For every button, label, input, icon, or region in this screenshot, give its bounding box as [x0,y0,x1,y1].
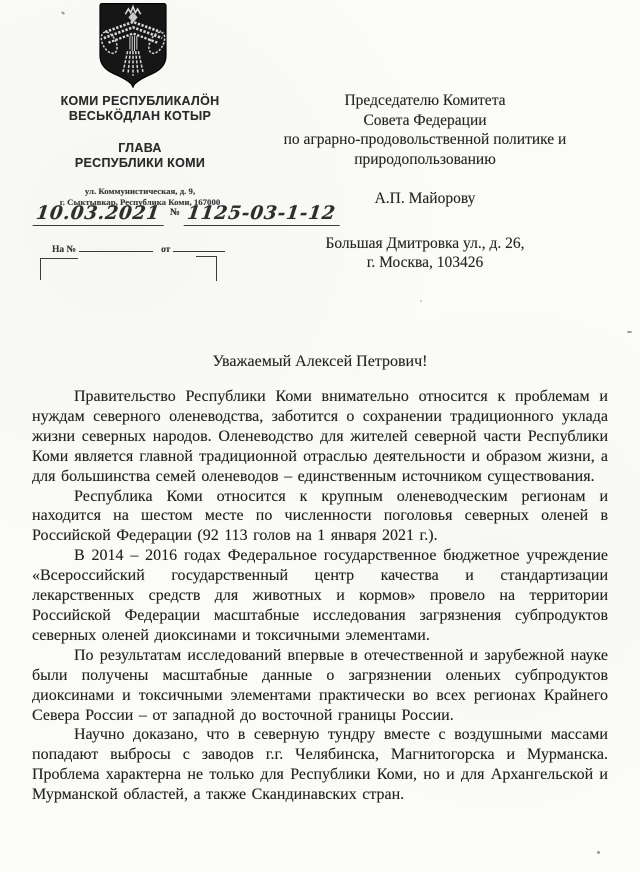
scan-speck [597,851,600,854]
letterhead [0,0,640,300]
recipient-address [235,234,615,273]
reference-row [52,243,225,255]
body-paragraph: По результатам исследований впервые в отечественной и зарубежной науке были получены масштабные данные о загрязнении оленьих субпродуктов диоксинами и токсичными элементами практически во всех регионах Крайнего Севера России – от западной до восточной границы России. [32,646,608,724]
number-sign: № [169,207,180,218]
ref-date-blank [173,243,225,252]
org-name-komi [22,94,258,124]
scan-speck [420,300,422,302]
ref-from-label: от [161,245,171,255]
salutation: Уважаемый Алексей Петрович! [212,353,428,370]
recipient-line4: природопользованию [354,150,496,168]
letter-body [32,387,608,805]
recipient-name: А.П. Майорову [374,190,476,207]
ref-no-label: На № [52,245,77,255]
org-name-komi-line2: ВЕСЬКӦДЛАН КОТЫР [68,109,212,123]
org-name-ru [22,141,258,171]
scan-speck [627,331,632,333]
letter-date-handwritten: 10.03.2021 [33,203,167,226]
org-name-ru-line1: ГЛАВА [118,141,162,155]
recipient-line3: по аграрно-продовольственной политике и [283,131,567,148]
sender-address-line1: ул. Коммунистическая, д. 9, [84,186,196,196]
address-corner-mark-right [196,256,217,281]
address-corner-mark-left [40,258,78,280]
recipient-line1: Председателю Комитета [344,92,506,109]
body-paragraph: В 2014 – 2016 годах Федеральное государственное бюджетное учреждение «Всероссийский государственный центр качества и стандартизации лекарственных средств для животных и кормов» провело на территории Российской Федерации масштабные исследования загрязнения субпродуктов северных оленей диоксинами и токсичными элементами. [32,547,608,644]
recipient-line2: Совета Федерации [363,111,487,129]
body-paragraph: Правительство Республики Коми внимательно относится к проблемам и нуждам северного оленеводства, заботится о сохранении традиционного уклада жизни северных народов. Оленеводство для жителей северной части Республики Коми является главной традиционной отраслью деятельности и образом жизни, а для большинства семей оленеводов – единственным источником существования. [32,388,608,485]
letter-number-handwritten: 1125-03-1-12 [184,203,342,226]
recipient-block [235,91,615,273]
sender-block [22,94,258,207]
recipient-address-line2: г. Москва, 103426 [366,254,484,271]
ref-number-blank [79,243,153,252]
sender-address-line2: г. Сыктывкар, Республика Коми, 167000 [59,196,221,207]
org-name-komi-line1: КОМИ РЕСПУБЛИКАЛӦН [60,94,220,108]
body-paragraph: Научно доказано, что в северную тундру вместе с воздушными массами попадают выбросы с заводов г.г. Челябинска, Магнитогорска и Мурманска. Проблема характерна не только для Республики Коми, но и для Архангельской и Мурманской областей, а также Скандинавских стран. [32,726,608,804]
komi-coat-of-arms-icon [94,2,172,88]
body-paragraph: Республика Коми относится к крупным оленеводческим регионам и находится на шестом месте по численности поголовья северных оленей в Российской Федерации (92 113 голов на 1 января 2021 г.). [32,487,608,545]
letter-content [0,353,640,805]
recipient-address-line1: Большая Дмитровка ул., д. 26, [325,234,525,252]
org-name-ru-line2: РЕСПУБЛИКИ КОМИ [74,156,206,170]
